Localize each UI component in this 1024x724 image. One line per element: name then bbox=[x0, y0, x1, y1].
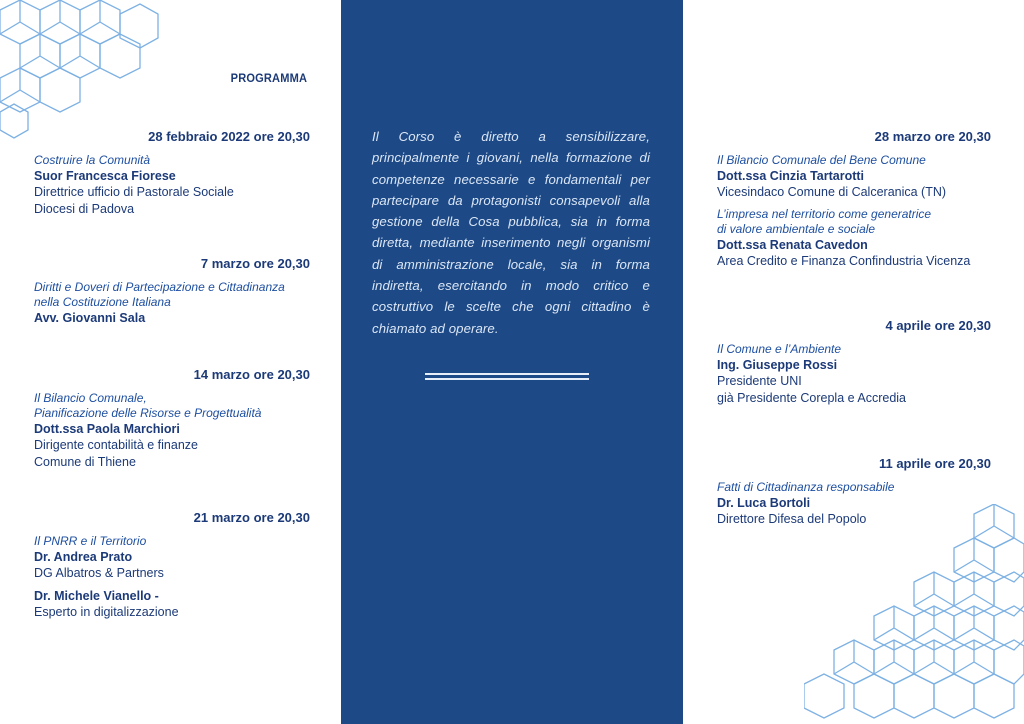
session-date: 28 marzo ore 20,30 bbox=[874, 129, 991, 144]
course-description: Il Corso è diretto a sensibilizzare, principalmente i giovani, nella formazione di competenze necessarie e fondamentali per partecipare da protagonisti consapevoli alla gestione della Cosa pubblica, sia in forma diretta, mediante inserimento negli organismi di amministrazione locale, sia in forma indiretta, esercitando in modo critico e costruttivo le scelte che ogni cittadino è chiamato ad operare. bbox=[372, 129, 650, 336]
speaker-role: Direttrice ufficio di Pastorale Sociale bbox=[34, 185, 234, 199]
speaker-role: Diocesi di Padova bbox=[34, 202, 135, 216]
left-panel bbox=[0, 0, 340, 724]
session-topic: Il Bilancio Comunale del Bene Comune bbox=[717, 153, 926, 167]
session-date: 28 febbraio 2022 ore 20,30 bbox=[148, 129, 310, 144]
session-topic: L’impresa nel territorio come generatrice bbox=[717, 207, 932, 221]
session-block bbox=[34, 367, 310, 471]
speaker-name: Dott.ssa Cinzia Tartarotti bbox=[717, 169, 865, 183]
program-title: PROGRAMMA bbox=[230, 71, 307, 85]
session-block bbox=[34, 510, 310, 621]
speaker-role: DG Albatros & Partners bbox=[34, 566, 164, 580]
session-date: 4 aprile ore 20,30 bbox=[885, 318, 991, 333]
speaker-role: Area Credito e Finanza Confindustria Vicenza bbox=[717, 254, 971, 268]
speaker-name: Dr. Michele Vianello - bbox=[34, 589, 159, 603]
speaker-name: Suor Francesca Fiorese bbox=[34, 169, 176, 183]
speaker-role: già Presidente Corepla e Accredia bbox=[717, 391, 907, 405]
session-block bbox=[34, 129, 310, 218]
speaker-role: Presidente UNI bbox=[717, 374, 802, 388]
session-block bbox=[717, 456, 991, 528]
speaker-name: Dr. Andrea Prato bbox=[34, 550, 133, 564]
speaker-role: Dirigente contabilità e finanze bbox=[34, 438, 198, 452]
session-topic: Il Comune e l’Ambiente bbox=[717, 342, 842, 356]
session-topic: Fatti di Cittadinanza responsabile bbox=[717, 480, 895, 494]
speaker-name: Dott.ssa Paola Marchiori bbox=[34, 422, 180, 436]
session-topic: Diritti e Doveri di Partecipazione e Cittadinanza bbox=[34, 280, 285, 294]
course-description-panel bbox=[341, 0, 683, 724]
speaker-role: Comune di Thiene bbox=[34, 455, 136, 469]
right-panel bbox=[683, 0, 1024, 724]
session-block bbox=[717, 318, 991, 407]
speaker-name: Ing. Giuseppe Rossi bbox=[717, 358, 838, 372]
session-topic: Il Bilancio Comunale, bbox=[34, 391, 147, 405]
session-topic: di valore ambientale e sociale bbox=[717, 222, 876, 236]
session-topic: Costruire la Comunità bbox=[34, 153, 151, 167]
session-topic: nella Costituzione Italiana bbox=[34, 295, 171, 309]
speaker-role: Direttore Difesa del Popolo bbox=[717, 512, 867, 526]
double-divider bbox=[425, 373, 589, 383]
speaker-name: Dott.ssa Renata Cavedon bbox=[717, 238, 868, 252]
session-date: 14 marzo ore 20,30 bbox=[193, 367, 310, 382]
session-topic: Pianificazione delle Risorse e Progettualità bbox=[34, 406, 262, 420]
session-block bbox=[717, 129, 991, 270]
session-topic: Il PNRR e il Territorio bbox=[34, 534, 147, 548]
session-date: 7 marzo ore 20,30 bbox=[200, 256, 310, 271]
session-date: 21 marzo ore 20,30 bbox=[193, 510, 310, 525]
speaker-role: Vicesindaco Comune di Calceranica (TN) bbox=[717, 185, 947, 199]
session-block bbox=[34, 256, 310, 326]
session-date: 11 aprile ore 20,30 bbox=[878, 456, 991, 471]
speaker-name: Avv. Giovanni Sala bbox=[34, 311, 146, 325]
speaker-role: Esperto in digitalizzazione bbox=[34, 605, 179, 619]
speaker-name: Dr. Luca Bortoli bbox=[717, 496, 811, 510]
